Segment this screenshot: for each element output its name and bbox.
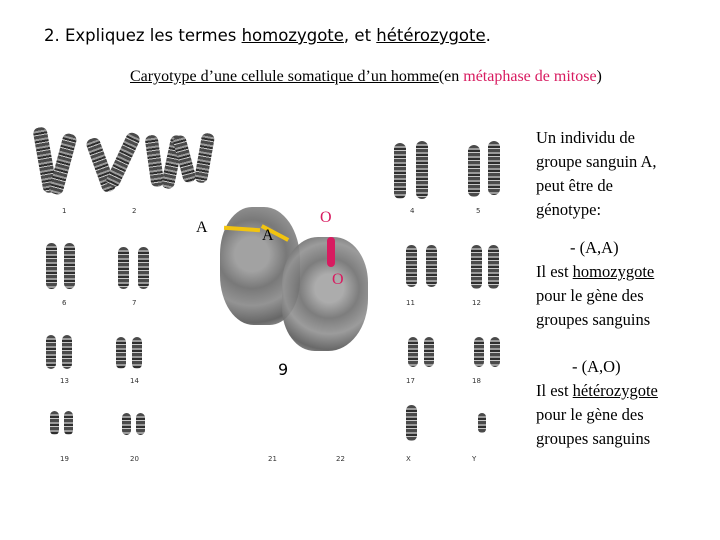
allele-a-label: A [262,227,274,244]
chromosome-number: 17 [406,377,415,385]
chromosome [138,247,149,289]
chromosome-number: 11 [406,299,415,307]
genotype-ao: - (A,O) [572,357,621,376]
allele-o-label: O [332,271,344,288]
chromosome [122,413,131,435]
chromosome [408,337,418,367]
allele-marker-o [327,237,335,267]
mitosis-highlight: métaphase de mitose [463,68,597,85]
chromosome [406,405,417,441]
chromosome [394,143,406,199]
term-homozygote: homozygote [241,26,344,45]
chromosome-number: 12 [472,299,481,307]
heterozygote-term: hétérozygote [572,381,658,400]
chromosome [46,335,56,369]
chromosome [194,132,215,183]
karyotype-image [26,115,526,470]
chromosome [478,413,486,433]
chromosome [490,337,500,367]
chromosome [62,335,72,369]
chromosome [132,337,142,369]
allele-a-label: A [196,219,208,236]
chromosome-number: 20 [130,455,139,463]
chromosome-number: Y [472,455,477,463]
term-heterozygote: hétérozygote [376,26,486,45]
allele-o-label: O [320,209,332,226]
chromosome [104,131,141,189]
chromosome-number: 1 [62,207,67,215]
chromosome-number: 2 [132,207,137,215]
chromosome-number: 14 [130,377,139,385]
chromosome [424,337,434,367]
chromosome [116,337,126,369]
chromosome [426,245,437,287]
karyotype-caption: Caryotype d’une cellule somatique d’un homme(en métaphase de mitose) [130,68,602,85]
chromosome [474,337,484,367]
homozygote-term: homozygote [572,262,655,281]
explanation-case-homozygous: - (A,A) Il est homozygote pour le gène des groupes sanguins [536,236,716,332]
chromosome [406,245,417,287]
chromosome-9-zoom [206,203,396,363]
chromosome-number: 19 [60,455,69,463]
chromosome-number: X [406,455,411,463]
chromosome-number: 18 [472,377,481,385]
chromosome [64,411,73,435]
chromosome [488,141,500,195]
chromosome [64,243,75,289]
chromosome [136,413,145,435]
chromosome [471,245,482,289]
chromosome-number: 7 [132,299,137,307]
chromosome-number: 13 [60,377,69,385]
chromosome [46,243,57,289]
chromosome [416,141,428,199]
explanation-case-heterozygous: - (A,O) Il est hétérozygote pour le gène des groupes sanguins [536,355,716,451]
question-title: 2. Expliquez les termes homozygote, et hétérozygote. [44,26,491,45]
chromosome-number: 5 [476,207,481,215]
chromosome-number: 22 [336,455,345,463]
chromosome [118,247,129,289]
genotype-aa: - (A,A) [570,238,619,257]
chromosome-number: 21 [268,455,277,463]
chromosome-number: 6 [62,299,67,307]
explanation-intro: Un individu de groupe sanguin A, peut être de génotype: [536,128,657,219]
chromosome-9-number: 9 [278,360,289,379]
chromosome-9-right [282,237,368,351]
chromosome-number: 4 [410,207,415,215]
chromosome [468,145,480,197]
chromosome [488,245,499,289]
chromosome [50,411,59,435]
